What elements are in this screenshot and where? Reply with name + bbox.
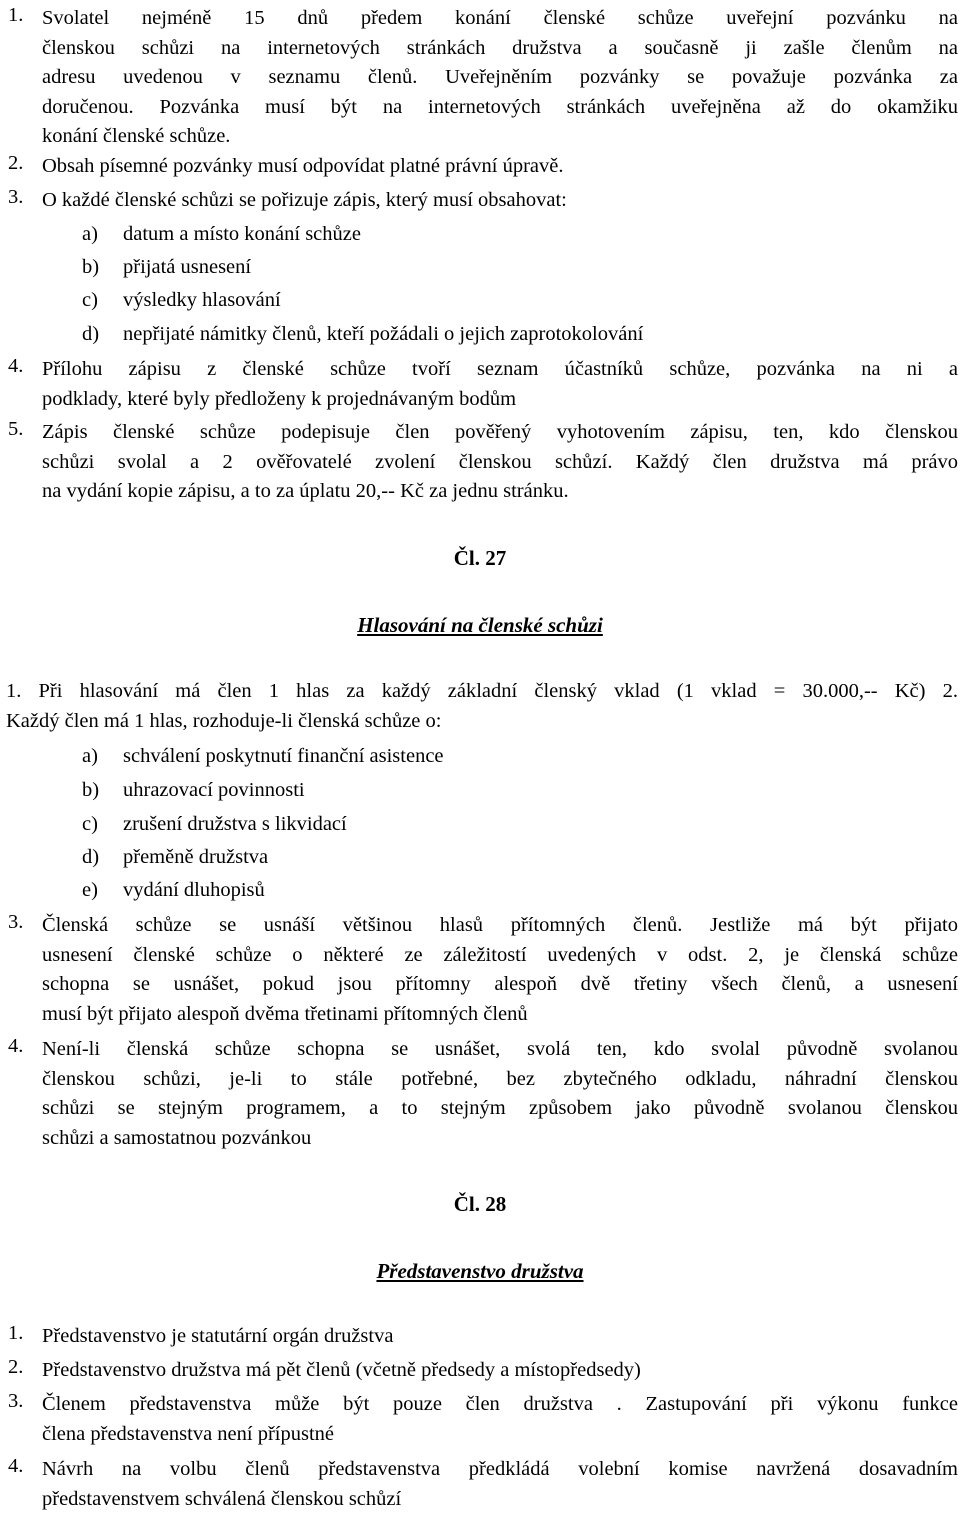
item-number: 1. xyxy=(8,1322,24,1344)
sub-item xyxy=(82,843,268,873)
sub-text: přijatá usnesení xyxy=(123,256,252,278)
sub-text: schválení poskytnutí finanční asistence xyxy=(123,745,444,767)
sub-letter: c) xyxy=(82,289,98,311)
item-number: 4. xyxy=(8,355,24,377)
item-number: 3. xyxy=(8,1390,24,1412)
sub-text: výsledky hlasování xyxy=(123,289,281,311)
list-item xyxy=(0,1322,958,1352)
item-number: 2. xyxy=(8,1356,24,1378)
list-item xyxy=(0,186,958,216)
article-heading: Čl. 27 xyxy=(453,546,507,570)
text-line: členskou schůzi, je-li to stále potřebné, bez zbytečného odkladu, náhradní členskou xyxy=(42,1067,958,1090)
text-line: Představenstvo družstva má pět členů (včetně předsedy a místopředsedy) xyxy=(42,1359,641,1381)
sub-text: zrušení družstva s likvidací xyxy=(123,813,347,835)
sub-item xyxy=(82,220,361,250)
sub-letter: c) xyxy=(82,813,98,835)
item-number: 3. xyxy=(8,186,24,208)
item-number: 4. xyxy=(8,1035,24,1057)
sub-text: vydání dluhopisů xyxy=(123,879,265,901)
sub-text: nepřijaté námitky členů, kteří požádali o jejich zaprotokolování xyxy=(123,323,644,345)
sub-letter: a) xyxy=(82,745,98,767)
sub-item xyxy=(82,810,347,840)
text-line: podklady, které byly předloženy k projednávaným bodům xyxy=(42,387,517,410)
text-line: konání členské schůze. xyxy=(42,125,231,147)
text-line: Přílohu zápisu z členské schůze tvoří seznam účastníků schůze, pozvánka na ni a xyxy=(42,358,958,380)
text-line: schopna se usnášet, pokud jsou přítomny alespoň dvě třetiny všech členů, a usnesení xyxy=(42,973,958,995)
text-line: Není-li členská schůze schopna se usnášet, svolá ten, kdo svolal původně svolanou xyxy=(42,1038,958,1060)
article-heading: Čl. 28 xyxy=(453,1192,507,1216)
list-item xyxy=(0,1356,958,1386)
text-line: členskou schůzi na internetových stránkách družstva a současně ji zašle členům na xyxy=(42,36,958,59)
sub-item xyxy=(82,776,305,806)
list-item xyxy=(0,1455,958,1514)
item-number: 5. xyxy=(8,418,24,440)
text-line: schůzi se stejným programem, a to stejným způsobem jako původně svolanou členskou xyxy=(42,1097,958,1119)
article-title: Hlasování na členské schůzi xyxy=(357,613,603,637)
list-item xyxy=(0,0,958,152)
text-line: schůzi svolal a 2 ověřovatelé zvolení členskou schůzí. Každý člen družstva má právo xyxy=(42,450,958,473)
sub-letter: d) xyxy=(82,323,100,345)
text-line: adresu uvedenou v seznamu členů. Uveřejněním pozvánky se považuje pozvánka za xyxy=(42,66,958,88)
text-line: představenstvem schválená členskou schůzí xyxy=(42,1487,402,1510)
text-line: Návrh na volbu členů představenstva předkládá volební komise navržená dosavadním xyxy=(42,1458,958,1480)
sub-item xyxy=(82,742,444,772)
sub-letter: d) xyxy=(82,846,100,868)
item-number: 3. xyxy=(8,911,24,933)
list-item xyxy=(0,1035,958,1153)
sub-text: uhrazovací povinnosti xyxy=(123,779,305,801)
sub-letter: a) xyxy=(82,223,98,245)
text-line: O každé členské schůzi se pořizuje zápis, který musí obsahovat: xyxy=(42,189,567,211)
item-number: 1. xyxy=(8,4,24,26)
text-line: na vydání kopie zápisu, a to za úplatu 20,-- Kč za jednu stránku. xyxy=(42,480,569,502)
text-line: člena představenstva není přípustné xyxy=(42,1422,335,1445)
list-item xyxy=(0,152,958,182)
sub-item xyxy=(82,286,281,316)
item-number: 2. xyxy=(8,152,24,174)
sub-item xyxy=(82,253,251,283)
text-line: doručenou. Pozvánka musí být na internetových stránkách uveřejněna až do okamžiku xyxy=(42,95,958,118)
list-item xyxy=(0,355,958,414)
list-item xyxy=(0,1390,958,1449)
item-number: 4. xyxy=(8,1455,24,1477)
sub-item xyxy=(82,320,643,350)
text-line: Představenstvo je statutární orgán družstva xyxy=(42,1325,394,1347)
article-title: Představenstvo družstva xyxy=(376,1259,584,1283)
list-item xyxy=(0,911,958,1029)
sub-text: datum a místo konání schůze xyxy=(123,223,361,245)
text-line: usnesení členské schůze o některé ze záležitostí uvedených v odst. 2, je členská schůze xyxy=(42,943,958,966)
sub-text: přeměně družstva xyxy=(123,846,269,868)
text-line: musí být přijato alespoň dvěma třetinami přítomných členů xyxy=(42,1002,528,1025)
text-line: Svolatel nejméně 15 dnů předem konání členské schůze uveřejní pozvánku na xyxy=(42,7,958,29)
sub-letter: b) xyxy=(82,256,100,278)
text-line: Členem představenstva může být pouze člen družstva . Zastupování při výkonu funkce xyxy=(42,1393,958,1415)
text-line: Obsah písemné pozvánky musí odpovídat platné právní úpravě. xyxy=(42,155,564,177)
text-line: Zápis členské schůze podepisuje člen pověřený vyhotovením zápisu, ten, kdo členskou xyxy=(42,421,958,443)
list-item xyxy=(0,418,958,507)
sub-letter: b) xyxy=(82,779,100,801)
text-line: schůzi a samostatnou pozvánkou xyxy=(42,1126,312,1149)
sub-letter: e) xyxy=(82,879,98,901)
sub-item xyxy=(82,876,265,906)
text-line: Členská schůze se usnáší většinou hlasů přítomných členů. Jestliže má být přijato xyxy=(42,914,958,936)
paragraph xyxy=(6,677,958,736)
text-line: 1. Při hlasování má člen 1 hlas za každý základní členský vklad (1 vklad = 30.000,-- Kč) 2. xyxy=(6,680,958,702)
text-line: Každý člen má 1 hlas, rozhoduje-li členská schůze o: xyxy=(6,709,442,732)
